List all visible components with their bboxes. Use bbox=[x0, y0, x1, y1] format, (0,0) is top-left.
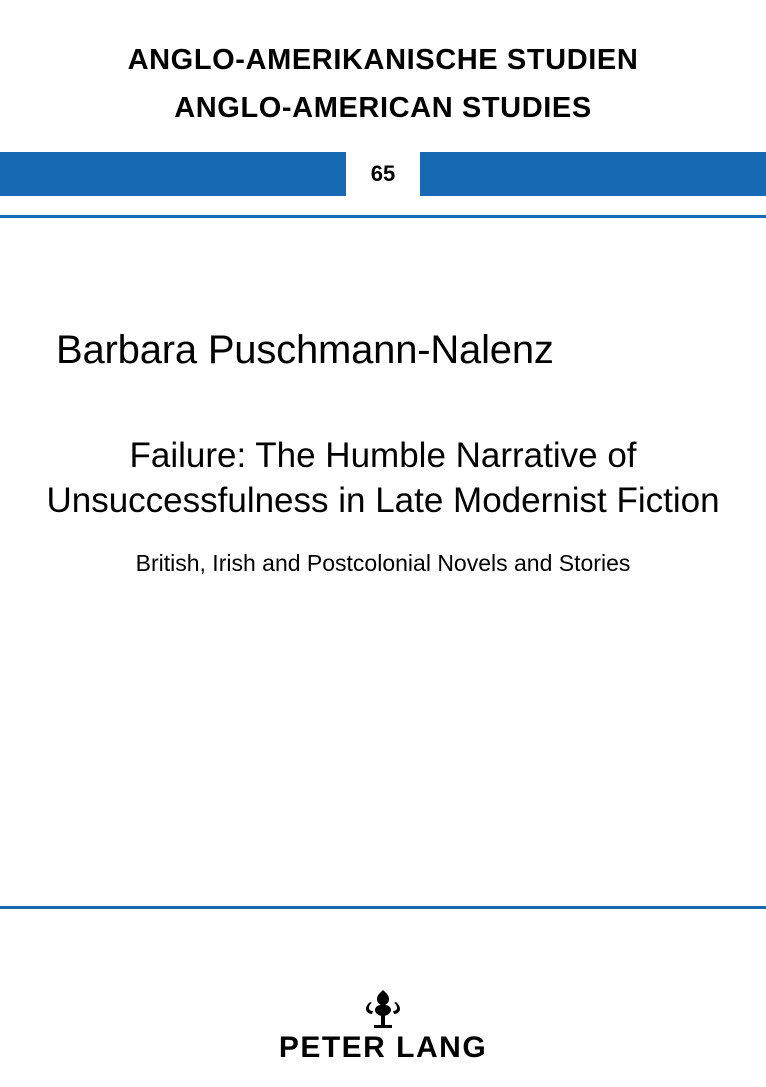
publisher-name: PETER LANG bbox=[278, 1031, 488, 1064]
author-name: Barbara Puschmann-Nalenz bbox=[56, 328, 554, 372]
cover-main-text bbox=[0, 230, 766, 579]
publisher-block bbox=[0, 989, 766, 1063]
series-header bbox=[0, 38, 766, 130]
series-title-german: ANGLO-AMERIKANISCHE STUDIEN bbox=[127, 44, 639, 76]
peter-lang-tree-logo-icon bbox=[361, 989, 405, 1029]
volume-number-box bbox=[346, 152, 420, 196]
divider-top bbox=[0, 215, 766, 218]
divider-bottom bbox=[0, 906, 766, 909]
book-title: Failure: The Humble Narrative of Unsuccessfulness in Late Modernist Fiction bbox=[46, 436, 720, 520]
series-title-english: ANGLO-AMERICAN STUDIES bbox=[174, 92, 592, 124]
volume-number: 65 bbox=[370, 161, 396, 186]
book-subtitle: British, Irish and Postcolonial Novels and Stories bbox=[135, 549, 631, 576]
